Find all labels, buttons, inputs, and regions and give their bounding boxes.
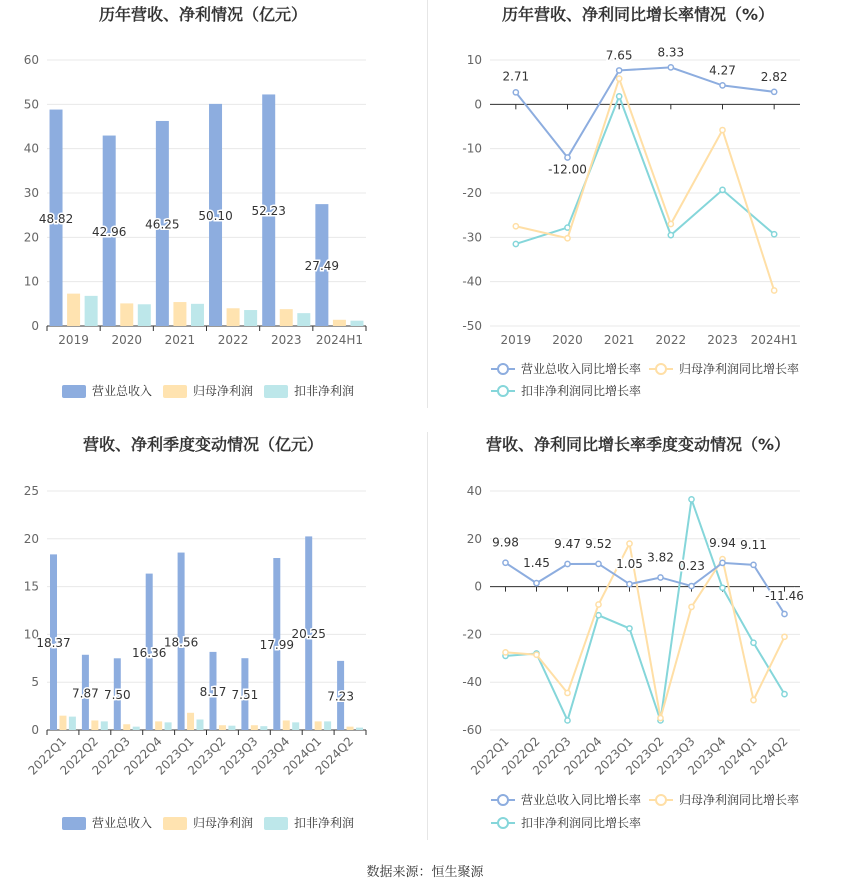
point-revenue-growth	[782, 611, 787, 616]
legend-marker-swatch	[656, 795, 666, 805]
bar-net-profit	[67, 294, 80, 326]
x-tick-label: 2024Q2	[747, 734, 791, 778]
y-tick-label: -50	[462, 319, 482, 333]
bar-deducted-profit	[228, 726, 235, 730]
data-label-revenue: 7.50	[103, 688, 131, 703]
data-label-revenue-growth: 1.05	[616, 557, 643, 572]
x-tick-label: 2023Q4	[248, 734, 293, 778]
x-tick-label: 2024Q1	[280, 734, 325, 778]
y-tick-label: 0	[31, 723, 39, 737]
point-deducted-profit-growth	[782, 692, 787, 697]
y-tick-label: -20	[462, 627, 482, 642]
bar-deducted-profit	[197, 719, 204, 730]
point-net-profit-growth	[617, 76, 622, 81]
y-tick-label: 10	[23, 274, 39, 289]
point-deducted-profit-growth	[617, 94, 622, 99]
point-net-profit-growth	[668, 221, 673, 226]
bar-deducted-profit	[297, 313, 310, 326]
x-tick-label: 2024H1	[750, 333, 798, 347]
legend-swatch	[62, 817, 86, 830]
bar-net-profit	[251, 725, 258, 730]
x-tick-label: 2021	[603, 333, 635, 347]
legend-marker-swatch	[498, 386, 508, 396]
legend-label: 扣非净利润	[294, 384, 355, 398]
point-revenue-growth	[596, 561, 601, 566]
point-revenue-growth	[565, 155, 570, 160]
y-tick-label: 0	[474, 579, 482, 594]
bar-net-profit	[280, 309, 293, 326]
legend-marker-swatch	[498, 364, 508, 374]
point-revenue-growth	[658, 575, 663, 580]
data-label-revenue: 17.99	[259, 638, 294, 653]
data-label-revenue-growth: 3.82	[647, 550, 674, 565]
x-tick-label: 2023Q1	[153, 734, 197, 778]
data-label-revenue-growth: 9.94	[709, 535, 736, 550]
x-tick-label: 2024Q2	[312, 734, 357, 778]
y-tick-label: 0	[474, 97, 482, 112]
chart-title: 历年营收、净利同比增长率情况（%）	[501, 5, 775, 24]
x-tick-label: 2022Q1	[25, 734, 70, 778]
bar-net-profit	[59, 716, 66, 730]
data-label-revenue: 20.25	[291, 627, 326, 642]
point-revenue-growth	[617, 68, 622, 73]
bar-net-profit	[315, 721, 322, 730]
annual-revenue-profit-chart	[0, 0, 427, 410]
y-tick-label: 20	[23, 230, 39, 245]
series-line-deducted-profit-growth	[506, 499, 785, 720]
data-label-revenue-growth: -12.00	[548, 162, 587, 177]
legend-swatch	[163, 385, 187, 398]
data-label-revenue: 16.36	[132, 645, 167, 660]
data-label-revenue: 18.56	[163, 635, 199, 650]
quarterly-revenue-profit-chart	[0, 430, 427, 850]
bar-net-profit	[91, 720, 98, 730]
x-tick-label: 2024Q1	[716, 734, 760, 778]
x-tick-label: 2020	[111, 333, 143, 347]
data-label-revenue: 7.23	[327, 689, 354, 704]
point-deducted-profit-growth	[565, 718, 570, 723]
point-net-profit-growth	[782, 634, 787, 639]
point-revenue-growth	[503, 560, 508, 565]
x-tick-label: 2022Q2	[499, 734, 543, 778]
bar-net-profit	[347, 727, 354, 730]
legend-label: 扣非净利润同比增长率	[521, 816, 642, 830]
point-net-profit-growth	[772, 288, 777, 293]
bar-deducted-profit	[292, 722, 299, 730]
legend-label: 营业总收入	[92, 384, 153, 398]
series-line-revenue-growth	[506, 563, 785, 614]
point-deducted-profit-growth	[720, 187, 725, 192]
point-deducted-profit-growth	[668, 233, 673, 238]
y-tick-label: 20	[23, 531, 39, 546]
x-tick-label: 2023Q3	[654, 734, 698, 778]
y-tick-label: -40	[462, 274, 482, 289]
x-tick-label: 2023Q2	[184, 734, 229, 778]
point-net-profit-growth	[565, 236, 570, 241]
data-label-revenue-growth: 9.98	[492, 535, 519, 550]
data-label-revenue-growth: 4.27	[709, 63, 736, 78]
data-label-revenue-growth: -11.46	[765, 588, 804, 603]
legend-label: 归母净利润	[193, 816, 254, 830]
legend-label: 归母净利润同比增长率	[679, 362, 800, 376]
quarterly-line-chart-svg	[427, 430, 850, 850]
data-label-revenue-growth: 1.45	[523, 556, 550, 571]
x-tick-label: 2022Q4	[121, 734, 165, 778]
bar-deducted-profit	[356, 728, 363, 730]
legend-swatch	[264, 817, 288, 830]
point-revenue-growth	[627, 581, 632, 586]
bar-deducted-profit	[69, 717, 76, 730]
data-label-revenue-growth: 8.33	[657, 45, 685, 60]
point-revenue-growth	[720, 83, 725, 88]
x-tick-label: 2022Q3	[530, 734, 574, 778]
point-net-profit-growth	[658, 715, 663, 720]
legend-swatch	[62, 385, 86, 398]
x-tick-label: 2023	[270, 333, 302, 347]
chart-title: 营收、净利同比增长率季度变动情况（%）	[485, 435, 791, 454]
y-tick-label: 20	[466, 531, 482, 546]
x-tick-label: 2021	[164, 333, 196, 347]
annual-bar-chart-svg	[0, 0, 427, 410]
y-tick-label: 5	[31, 675, 39, 690]
y-tick-label: 0	[31, 319, 39, 333]
point-revenue-growth	[668, 65, 673, 70]
data-label-revenue: 27.49	[304, 259, 340, 274]
point-revenue-growth	[772, 89, 777, 94]
y-tick-label: 40	[466, 484, 482, 498]
y-tick-label: -40	[462, 675, 482, 690]
x-tick-label: 2023	[707, 333, 738, 347]
x-tick-label: 2023Q3	[216, 734, 261, 778]
x-tick-label: 2019	[58, 333, 89, 347]
bar-net-profit	[173, 302, 186, 326]
series-line-net-profit-growth	[516, 79, 774, 291]
x-tick-label: 2023Q4	[685, 734, 729, 778]
y-tick-label: -60	[462, 723, 482, 737]
bar-deducted-profit	[191, 304, 204, 326]
y-tick-label: 30	[23, 186, 39, 200]
legend-label: 归母净利润	[193, 384, 254, 398]
point-deducted-profit-growth	[720, 585, 725, 590]
point-net-profit-growth	[596, 602, 601, 607]
data-source-note: 数据来源：恒生聚源	[366, 865, 484, 880]
annual-line-chart-svg	[427, 0, 850, 410]
bar-deducted-profit	[133, 727, 140, 730]
y-tick-label: -20	[462, 186, 482, 200]
bar-net-profit	[155, 721, 162, 730]
x-tick-label: 2020	[552, 333, 583, 347]
x-tick-label: 2022Q2	[57, 734, 101, 778]
bar-deducted-profit	[85, 296, 98, 326]
point-revenue-growth	[720, 560, 725, 565]
bar-deducted-profit	[350, 321, 363, 326]
data-label-revenue-growth: 2.71	[502, 69, 530, 84]
y-tick-label: -10	[462, 141, 482, 156]
x-tick-label: 2019	[500, 333, 532, 347]
point-deducted-profit-growth	[772, 232, 777, 237]
data-label-revenue-growth: 7.65	[605, 48, 633, 63]
data-label-revenue: 46.25	[145, 217, 180, 232]
bar-net-profit	[227, 308, 240, 326]
quarterly-growth-rate-chart	[427, 430, 850, 850]
data-label-revenue-growth: 2.82	[760, 69, 788, 84]
point-net-profit-growth	[720, 127, 725, 132]
chart-title: 营收、净利季度变动情况（亿元）	[82, 435, 324, 454]
data-label-revenue: 48.82	[38, 211, 74, 226]
y-tick-label: 40	[23, 141, 39, 156]
point-deducted-profit-growth	[513, 241, 518, 246]
bar-deducted-profit	[165, 722, 172, 730]
y-tick-label: 60	[23, 53, 39, 67]
point-deducted-profit-growth	[627, 626, 632, 631]
data-label-revenue-growth: 9.11	[740, 537, 767, 552]
bar-net-profit	[120, 303, 133, 326]
point-deducted-profit-growth	[689, 497, 694, 502]
legend-marker-swatch	[656, 364, 666, 374]
bar-net-profit	[187, 713, 194, 730]
point-net-profit-growth	[751, 698, 756, 703]
x-tick-label: 2023Q2	[623, 734, 667, 778]
data-label-revenue: 50.10	[198, 208, 233, 223]
x-tick-label: 2022Q3	[89, 734, 133, 778]
bar-deducted-profit	[324, 721, 331, 730]
legend-marker-swatch	[498, 795, 508, 805]
bar-deducted-profit	[244, 310, 257, 326]
bar-net-profit	[333, 320, 346, 326]
point-deducted-profit-growth	[751, 640, 756, 645]
bar-net-profit	[123, 724, 130, 730]
point-revenue-growth	[513, 90, 518, 95]
point-revenue-growth	[689, 583, 694, 588]
x-tick-label: 2022Q1	[468, 734, 512, 778]
legend-label: 营业总收入	[92, 816, 153, 830]
x-tick-label: 2022	[217, 333, 249, 347]
annual-growth-rate-chart	[427, 0, 850, 410]
legend-label: 营业总收入同比增长率	[521, 362, 642, 376]
bar-deducted-profit	[260, 726, 267, 730]
quarterly-bar-chart-svg	[0, 430, 427, 850]
chart-title: 历年营收、净利情况（亿元）	[98, 5, 308, 24]
legend-swatch	[264, 385, 288, 398]
data-label-revenue-growth: 0.23	[678, 559, 705, 574]
data-label-revenue-growth: 9.52	[585, 536, 612, 551]
point-net-profit-growth	[513, 224, 518, 229]
y-tick-label: 10	[466, 53, 482, 67]
legend-label: 扣非净利润同比增长率	[521, 384, 642, 398]
y-tick-label: 10	[23, 627, 39, 642]
bar-deducted-profit	[138, 304, 151, 326]
bar-deducted-profit	[101, 721, 108, 730]
legend-label: 归母净利润同比增长率	[679, 793, 800, 807]
y-tick-label: 50	[23, 97, 39, 112]
bar-net-profit	[219, 725, 226, 730]
point-revenue-growth	[565, 561, 570, 566]
point-net-profit-growth	[689, 604, 694, 609]
point-net-profit-growth	[565, 690, 570, 695]
x-tick-label: 2023Q1	[592, 734, 636, 778]
x-tick-label: 2024H1	[315, 333, 364, 347]
bar-net-profit	[283, 720, 290, 730]
point-deducted-profit-growth	[596, 613, 601, 618]
data-label-revenue: 42.96	[92, 224, 127, 239]
data-label-revenue: 52.23	[251, 204, 286, 219]
legend-label: 营业总收入同比增长率	[521, 793, 642, 807]
y-tick-label: -30	[462, 230, 482, 245]
data-label-revenue: 7.51	[231, 688, 259, 703]
data-label-revenue: 18.37	[36, 636, 71, 651]
point-net-profit-growth	[503, 650, 508, 655]
data-label-revenue: 8.17	[199, 684, 227, 699]
legend-label: 扣非净利润	[294, 816, 355, 830]
legend-swatch	[163, 817, 187, 830]
y-tick-label: 15	[23, 579, 39, 594]
x-tick-label: 2022Q4	[561, 734, 605, 778]
series-line-revenue-growth	[516, 67, 774, 157]
point-net-profit-growth	[627, 541, 632, 546]
point-revenue-growth	[751, 562, 756, 567]
data-label-revenue: 7.87	[72, 686, 99, 701]
point-net-profit-growth	[534, 652, 539, 657]
data-label-revenue-growth: 9.47	[554, 536, 581, 551]
y-tick-label: 25	[23, 484, 39, 498]
x-tick-label: 2022	[655, 333, 687, 347]
legend-marker-swatch	[498, 818, 508, 828]
point-revenue-growth	[534, 581, 539, 586]
